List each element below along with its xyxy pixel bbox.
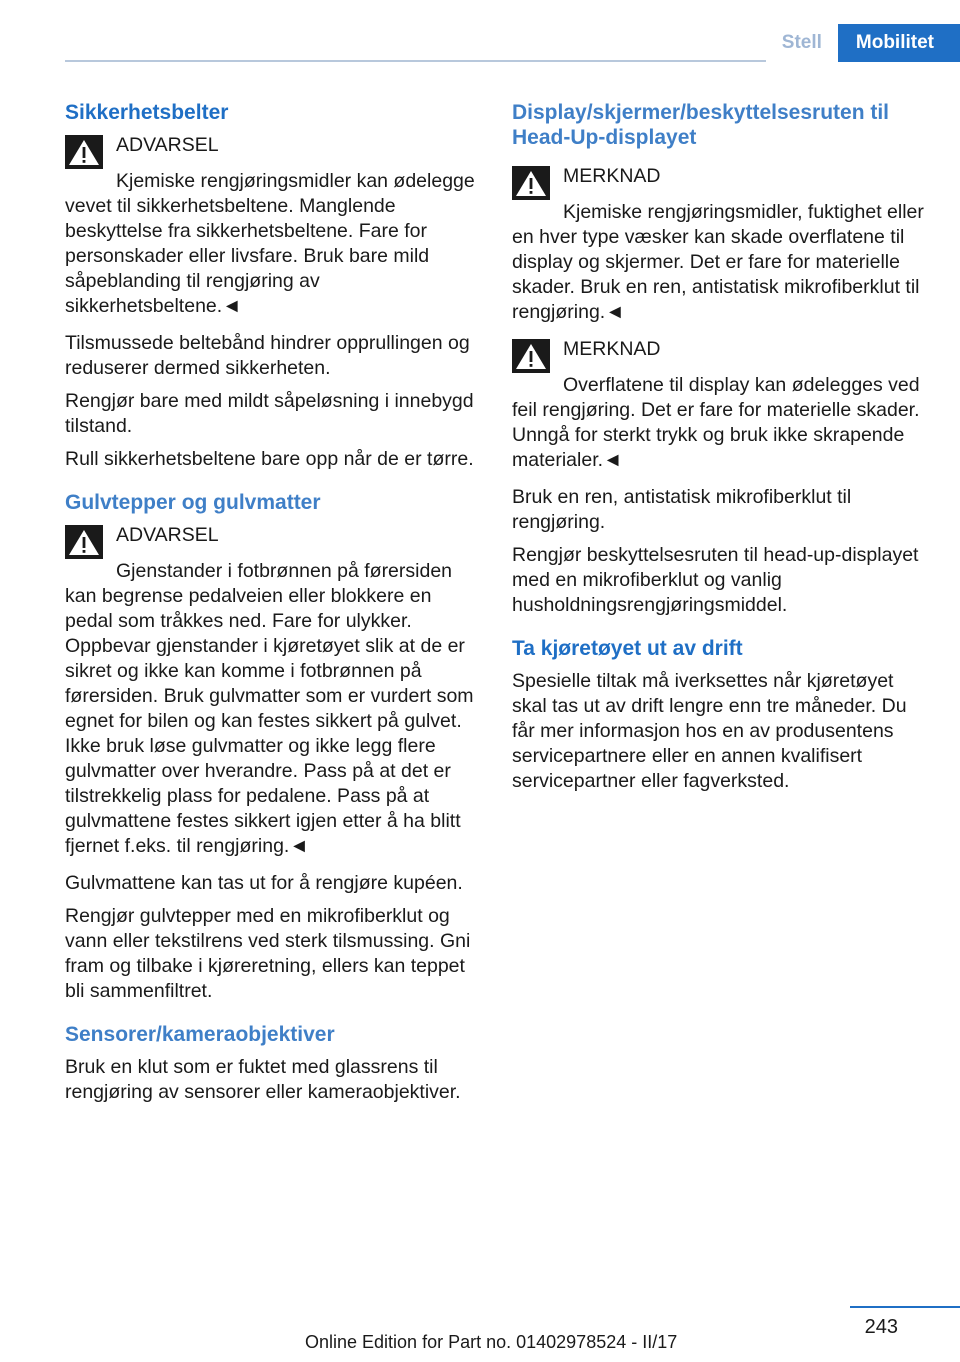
footer-rule (850, 1306, 960, 1308)
heading-display: Display/skjermer/beskyttelsesruten til Head-Up-displayet (512, 101, 890, 149)
heading-sensorer: Sensorer/kameraobjektiver (65, 1023, 335, 1046)
paragraph: Rengjør beskyttelsesruten til head-up-displayet med en mikrofiberklut og vanlig husholdningsrengjøringsmiddel. (512, 544, 919, 616)
page-number: 243 (864, 1316, 898, 1338)
warning-text: Gjenstander i fotbrønnen på førersiden kan begrense pedalveien eller blokkere en pedal som tråkkes ned. Fare for ulykker. Oppbevar gjenstander i kjøretøyet slik at de er sikret og ikke kan komme i fotbrønnen på førersiden. Bruk gulvmatter som er vurdert som egnet for bilen og kan festes sikkert på gulvet. Ikke bruk løse gulvmatter og ikke legg flere gulvmatter over hverandre. Pass på at det er tilstrekkelig plass for pedalene. Pass på at gulvmattene festes sikkert igjen etter å ha blitt fjernet f.eks. til rengjøring.◄ (65, 560, 474, 857)
warning-triangle-icon (512, 339, 550, 373)
paragraph: Rengjør bare med mildt såpeløsning i innebygd tilstand. (65, 390, 474, 437)
warning-box-mats (65, 523, 483, 859)
heading-sikkerhetsbelter: Sikkerhetsbelter (65, 101, 229, 124)
paragraph: Gulvmattene kan tas ut for å rengjøre kupéen. (65, 872, 463, 894)
heading-ta-ut-av-drift: Ta kjøretøyet ut av drift (512, 637, 743, 660)
warning-triangle-icon (65, 135, 103, 169)
paragraph: Bruk en ren, antistatisk mikrofiberklut til rengjøring. (512, 486, 852, 533)
warning-box-belts (65, 133, 483, 319)
note-text: Kjemiske rengjøringsmidler, fuktighet eller en hver type væsker kan skade overflatene til display og skjermer. Det er fare for materielle skader. Bruk en ren, antistatisk mikrofiberklut til rengjøring.◄ (512, 201, 924, 323)
warning-label: ADVARSEL (116, 524, 219, 546)
note-box-2 (512, 337, 932, 473)
heading-gulvtepper: Gulvtepper og gulvmatter (65, 491, 321, 514)
note-box-1 (512, 164, 932, 325)
paragraph: Bruk en klut som er fuktet med glassrens til rengjøring av sensorer eller kameraobjektiver. (65, 1056, 461, 1103)
edition-line: Online Edition for Part no. 01402978524 - II/17 (305, 1332, 678, 1352)
tab-mobilitet[interactable]: Mobilitet (838, 24, 960, 62)
tab-stell[interactable]: Stell (766, 24, 838, 62)
right-column (512, 100, 932, 802)
warning-text: Kjemiske rengjøringsmidler kan ødelegge vevet til sikkerhetsbeltene. Manglende beskyttelse fra sikkerhetsbeltene. Fare for personskader eller livsfare. Bruk bare mild såpeblanding til rengjøring av sikkerhetsbeltene.◄ (65, 170, 475, 317)
paragraph: Rengjør gulvtepper med en mikrofiberklut og vann eller tekstilrens ved sterk tilsmussing. Gni fram og tilbake i kjøreretning, ellers kan teppet bli sammenfiltret. (65, 905, 471, 1002)
paragraph: Tilsmussede beltebånd hindrer opprullingen og reduserer dermed sikkerheten. (65, 332, 470, 379)
note-label: MERKNAD (563, 165, 661, 187)
note-label: MERKNAD (563, 338, 661, 360)
note-text: Overflatene til display kan ødelegges ved feil rengjøring. Det er fare for materielle skader. Unngå for sterkt trykk og bruk ikke skrapende materialer.◄ (512, 374, 920, 471)
paragraph: Spesielle tiltak må iverksettes når kjøretøyet skal tas ut av drift lengre enn tre måneder. Du får mer informasjon hos en av produsentens servicepartnere eller en annen kvalifisert servicepartner eller fagverksted. (512, 670, 907, 792)
warning-label: ADVARSEL (116, 134, 219, 156)
left-column (65, 100, 483, 1113)
warning-triangle-icon (512, 166, 550, 200)
chapter-tabs (766, 24, 960, 62)
paragraph: Rull sikkerhetsbeltene bare opp når de er tørre. (65, 448, 474, 470)
warning-triangle-icon (65, 525, 103, 559)
